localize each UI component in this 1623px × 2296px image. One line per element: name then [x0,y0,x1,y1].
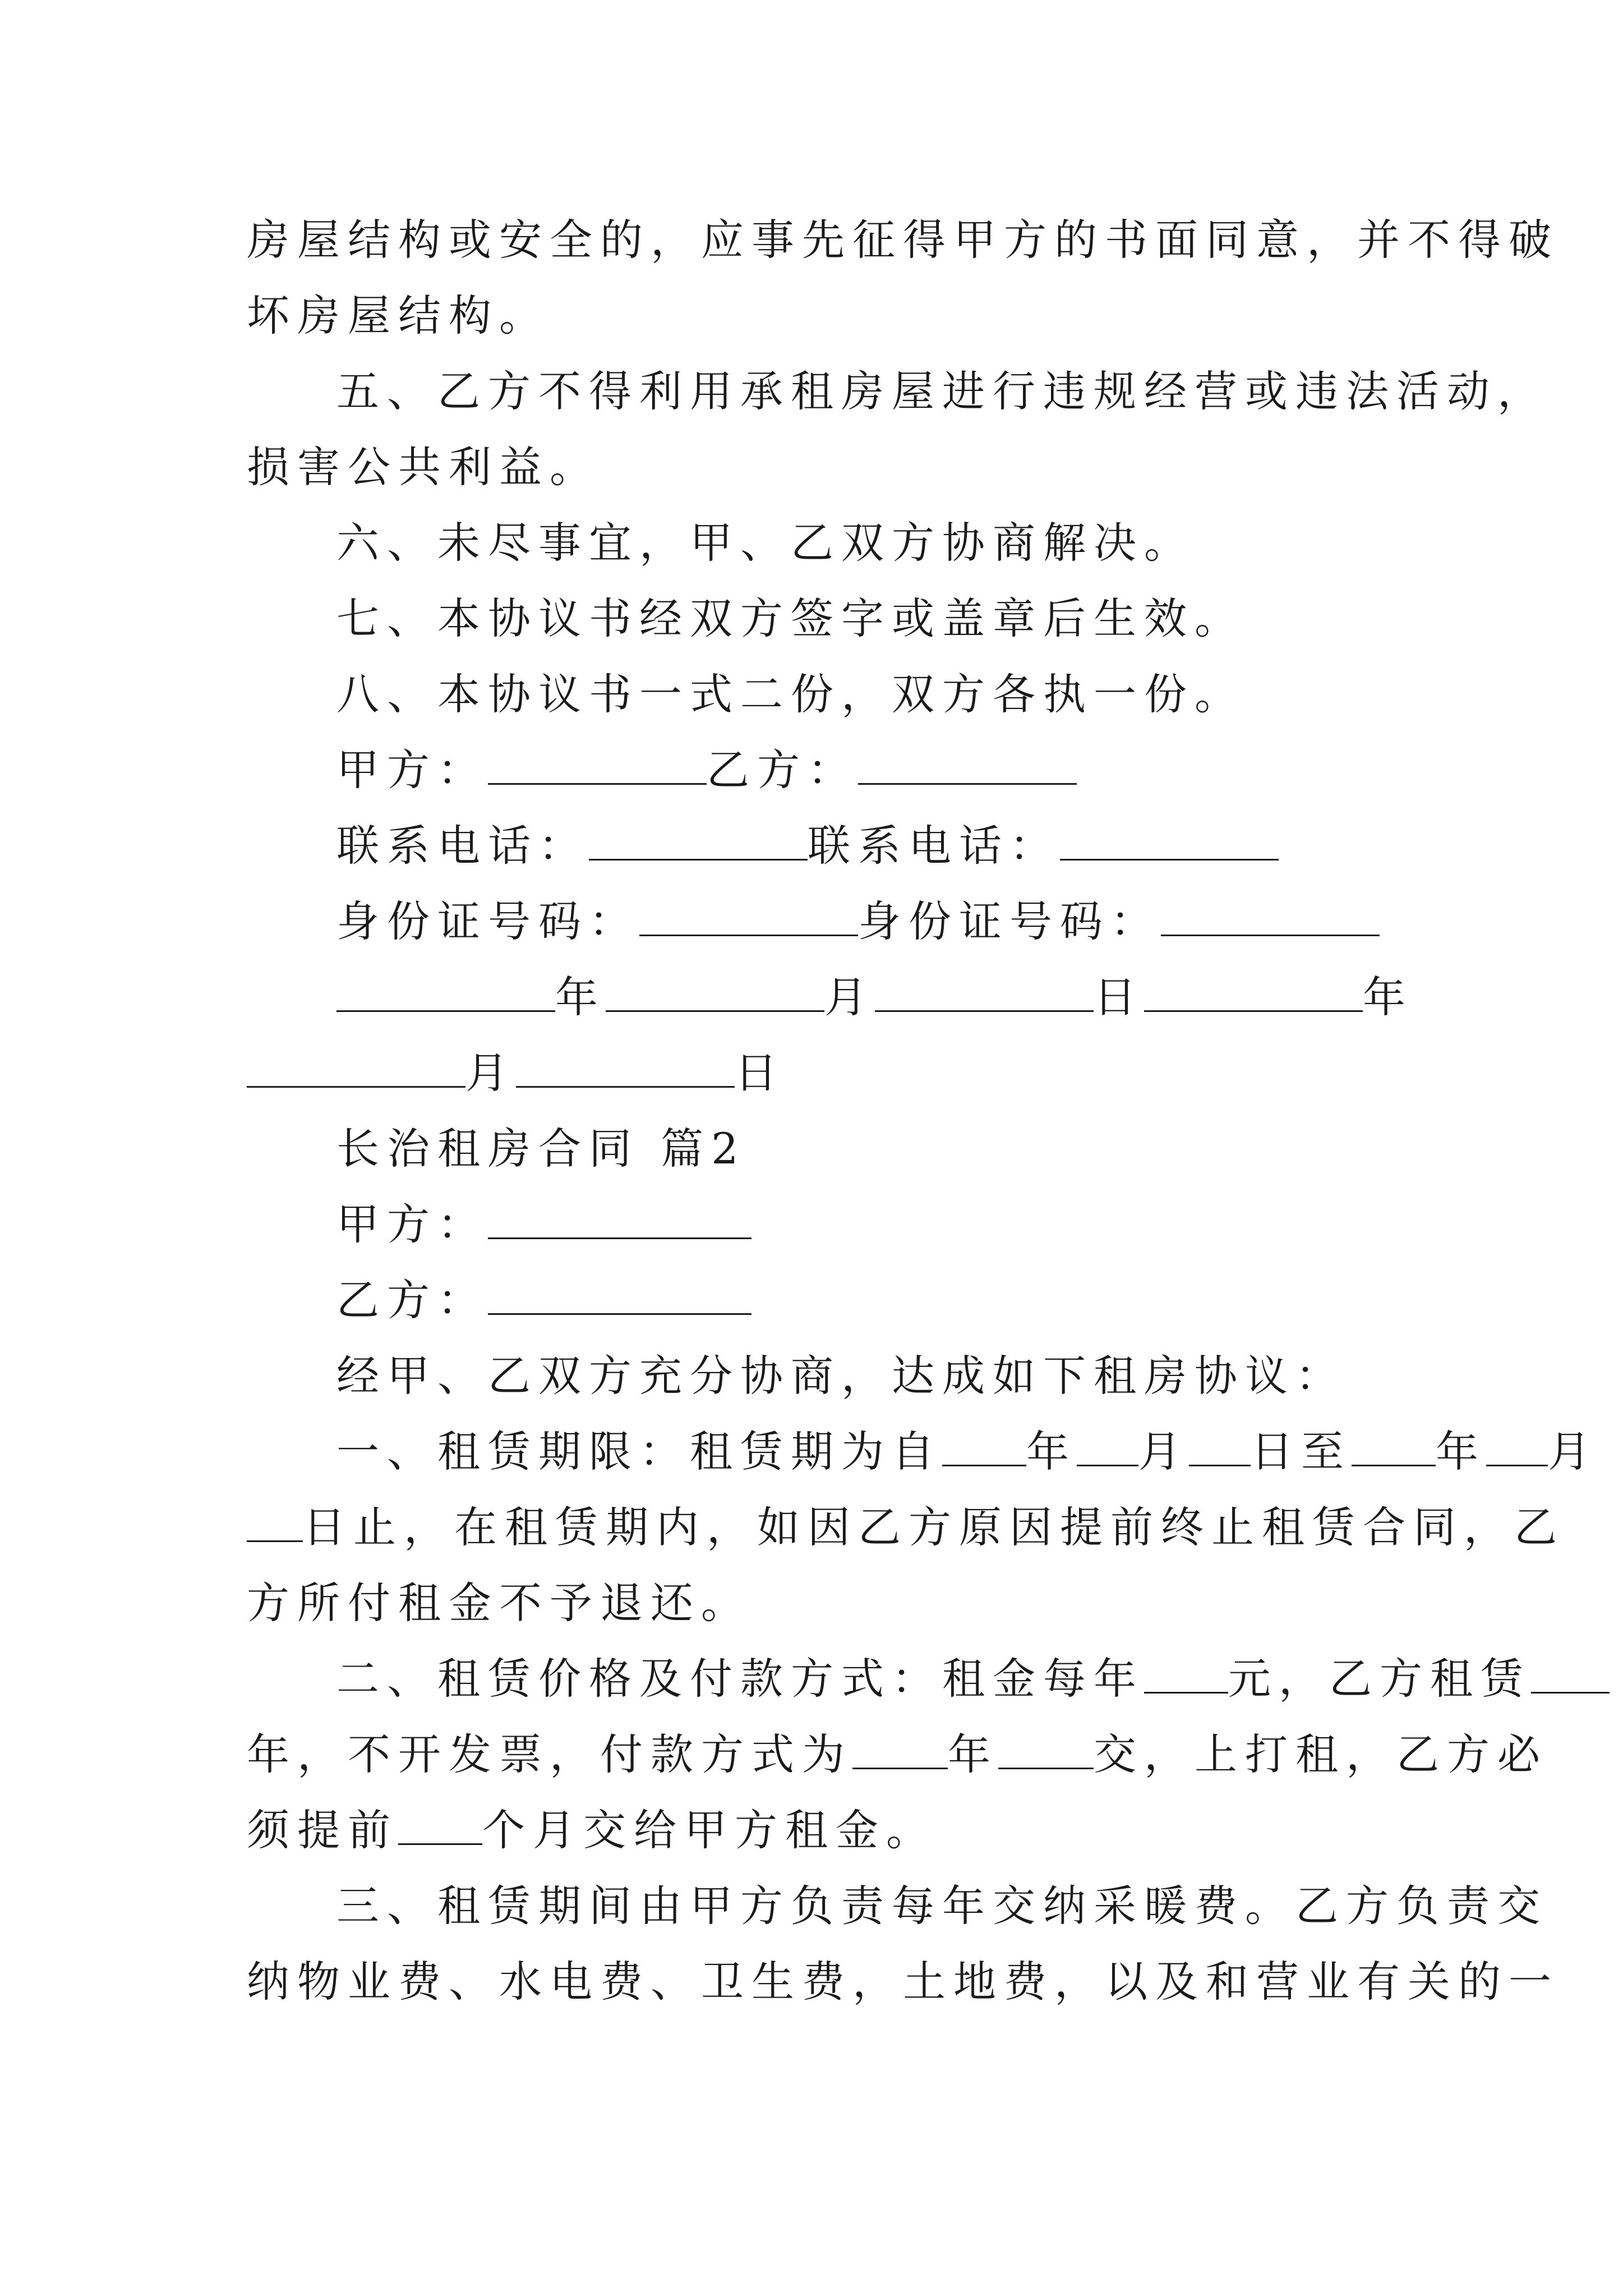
date-blank [516,1050,735,1088]
rent-blank [1144,1656,1228,1694]
month-blank [1077,1429,1138,1466]
party-a-label: 甲方： [336,745,488,795]
party-a-blank [488,1202,751,1239]
party-a-blank [488,747,707,785]
clause-3-line-1: 三、租赁期间由甲方负责每年交纳采暖费。乙方负责交 [336,1881,1548,1931]
clause-text: 年，不开发票，付款方式为 [247,1729,852,1779]
text-line: 六、未尽事宜，甲、乙双方协商解决。 [336,518,1195,568]
clause-text: 月 [1548,1427,1598,1476]
party-b-blank [488,1277,751,1315]
months-blank [398,1807,482,1845]
signature-phone-line [336,819,1279,873]
clause-1-line-2 [247,1501,1565,1554]
signature-date-line [336,970,1413,1024]
clause-text: 二、租赁价格及付款方式：租金每年 [336,1654,1144,1704]
text-line: 房屋结构或安全的，应事先征得甲方的书面同意，并不得破 [247,215,1559,265]
year-label: 年 [555,972,606,1022]
clause-1-line-3: 方所付租金不予退还。 [247,1578,751,1628]
text-line: 七、本协议书经双方签字或盖章后生效。 [336,593,1245,643]
phone-blank-b [1060,823,1279,861]
signature-parties-line [336,743,1077,797]
text-line: 八、本协议书一式二份，双方各执一份。 [336,669,1245,719]
party-b-blank [858,747,1077,785]
party-b-label: 乙方： [336,1275,488,1325]
clause-text: 日至 [1251,1427,1352,1476]
payment-blank [998,1732,1094,1769]
date-blank [247,1050,465,1088]
month-label: 月 [465,1048,516,1098]
date-blank [606,974,824,1012]
phone-blank-a [589,823,808,861]
clause-text: 月 [1138,1427,1189,1476]
month-blank [1486,1429,1548,1466]
id-blank-b [1161,899,1380,936]
agreement-intro: 经甲、乙双方充分协商，达成如下租房协议： [336,1351,1346,1401]
month-label: 月 [824,972,875,1022]
signature-date-line-2 [247,1046,785,1100]
term-blank [1531,1656,1610,1694]
id-label-a: 身份证号码： [336,896,639,946]
signature-id-line [336,895,1380,949]
party-a-line [336,1198,751,1251]
clause-text: 年 [948,1729,998,1779]
party-b-line [336,1273,751,1327]
date-blank [336,974,555,1012]
day-blank [1189,1429,1251,1466]
clause-text: 个月交给甲方租金。 [482,1805,937,1855]
clause-text: 交，上打租，乙方必 [1094,1729,1548,1779]
clause-text: 年 [1026,1427,1077,1476]
year-blank [942,1429,1026,1466]
section-title: 长治租房合同 篇2 [336,1124,746,1174]
phone-label-a: 联系电话： [336,821,589,871]
clause-1-line-1 [336,1425,1598,1479]
clause-2-line-2 [247,1728,1548,1782]
clause-text: 年 [1436,1427,1486,1476]
clause-2-line-1 [336,1652,1610,1706]
year-blank [1352,1429,1436,1466]
id-blank-a [639,899,858,936]
id-label-b: 身份证号码： [858,896,1161,946]
date-blank [1144,974,1363,1012]
clause-text: 须提前 [247,1805,398,1855]
clause-text: 一、租赁期限：租赁期为自 [336,1427,942,1476]
party-a-label: 甲方： [336,1199,488,1249]
party-b-label: 乙方： [707,745,858,795]
day-blank [247,1504,303,1542]
text-line: 损害公共利益。 [247,442,600,492]
text-line: 五、乙方不得利用承租房屋进行违规经营或违法活动， [336,366,1548,416]
text-line: 坏房屋结构。 [247,291,550,341]
year-label: 年 [1363,972,1413,1022]
clause-text: 日止，在租赁期内，如因乙方原因提前终止租赁合同，乙 [303,1502,1565,1552]
day-label: 日 [735,1048,785,1098]
phone-label-b: 联系电话： [808,821,1060,871]
date-blank [875,974,1094,1012]
clause-3-line-2: 纳物业费、水电费、卫生费，土地费，以及和营业有关的一 [247,1957,1559,2007]
clause-text: 元，乙方租赁 [1228,1654,1531,1704]
day-label: 日 [1094,972,1144,1022]
clause-2-line-3 [247,1803,937,1857]
payment-blank [852,1732,948,1769]
